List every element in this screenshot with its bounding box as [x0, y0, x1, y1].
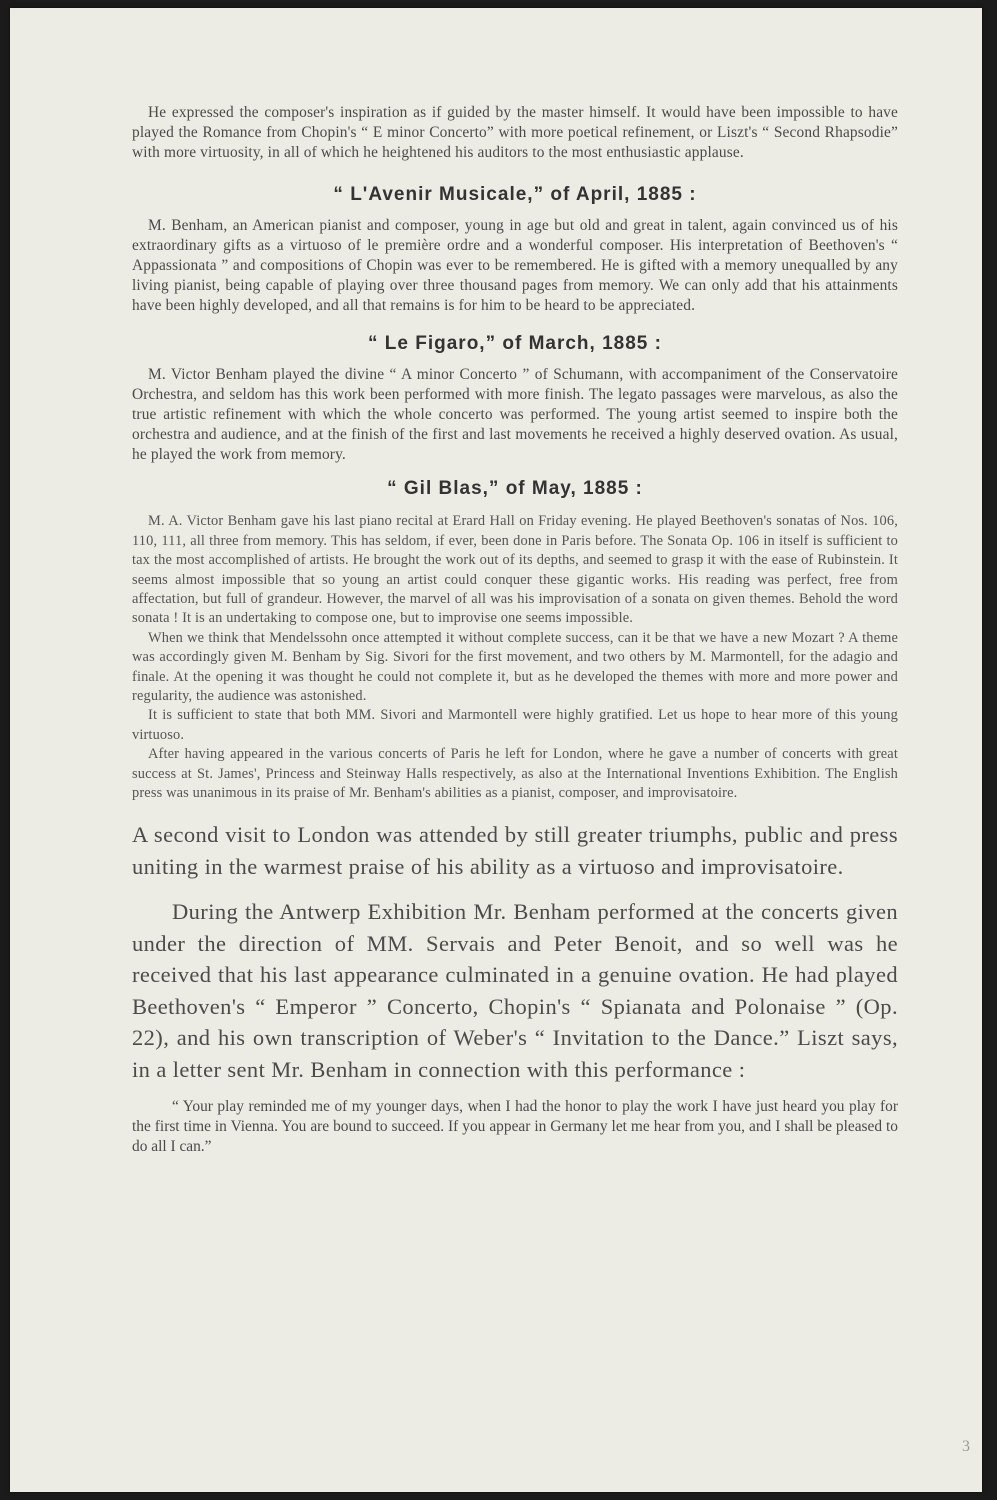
- gil-blas-paragraph-1: M. A. Victor Benham gave his last piano recital at Erard Hall on Friday evening. He played Beethoven's sonatas of Nos. 106, 110, 111, all three from memory. This has seldom, if ever, been done in Paris before. The Sonata Op. 106 in itself is sufficient to tax the most accomplished of artists. He brought the work out of its depths, and seemed to grasp it with the ease of Rubinstein. It seems almost impossible that so young an artist could conquer these gigantic works. His reading was perfect, free from affectation, but full of grandeur. However, the marvel of all was his improvisation of a sonata on given themes. Behold the word sonata ! It is an undertaking to compose one, but to improvise one seems impossible.: [132, 513, 898, 627]
- gil-blas-paragraph-2: When we think that Mendelssohn once attempted it without complete success, can it be that we have a new Mozart ? A theme was accordingly given M. Benham by Sig. Sivori for the first movement, and two others by M. Marmontell, for the adagio and finale. At the opening it was thought he could not complete it, but as he developed the themes with more and more power and regularity, the audience was astonished.: [132, 629, 898, 705]
- heading-le-figaro: “ Le Figaro,” of March, 1885 :: [368, 333, 662, 355]
- avenir-paragraph: M. Benham, an American pianist and composer, young in age but old and great in talent, again convinced us of his extraordinary gifts as a virtuoso of le première ordre and a wonderful composer. His interpretation of Beethoven's “ Appassionata ” and compositions of Chopin was ever to be remembered. He is gifted with a memory unequalled by any living pianist, being capable of playing over three thousand pages from memory. We can only add that his attainments have been highly developed, and all that remains is for him to be heard to be appreciated.: [132, 217, 898, 314]
- figaro-paragraph: M. Victor Benham played the divine “ A minor Concerto ” of Schumann, with accompaniment of the Conservatoire Orchestra, and seldom has this work been performed with more finish. The legato passages were marvelous, as also the true artistic refinement with which the whole concerto was performed. The young artist seemed to inspire both the orchestra and audience, and at the finish of the first and last movements he received a highly deserved ovation. As usual, he played the work from memory.: [132, 366, 898, 463]
- intro-paragraph: He expressed the composer's inspiration as if guided by the master himself. It would have been impossible to have played the Romance from Chopin's “ E minor Concerto” with more poetical refinement, or Liszt's “ Second Rhapsodie” with more virtuosity, in all of which he heightened his auditors to the most enthusiastic applause.: [132, 104, 898, 161]
- page-content: [132, 103, 898, 1157]
- document-page: [10, 8, 982, 1492]
- gil-blas-paragraph-3: It is sufficient to state that both MM. Sivori and Marmontell were highly gratified. Let us hope to hear more of this young virtuoso.: [132, 707, 898, 743]
- antwerp-exhibition-paragraph: During the Antwerp Exhibition Mr. Benham performed at the concerts given under the direction of MM. Servais and Peter Benoit, and so well was he received that his last appearance culminated in a genuine ovation. He had played Beethoven's “ Emperor ” Concerto, Chopin's “ Spianata and Polonaise ” (Op. 22), and his own transcription of Weber's “ Invitation to the Dance.” Liszt says, in a letter sent Mr. Benham in connection with this performance :: [132, 899, 898, 1082]
- heading-avenir-musicale: “ L'Avenir Musicale,” of April, 1885 :: [333, 184, 697, 206]
- heading-gil-blas: “ Gil Blas,” of May, 1885 :: [387, 478, 643, 500]
- liszt-quote: “ Your play reminded me of my younger days, when I had the honor to play the work I have just heard you play for the first time in Vienna. You are bound to succeed. If you appear in Germany let me hear from you, and I shall be pleased to do all I can.”: [132, 1098, 898, 1156]
- gil-blas-paragraph-4: After having appeared in the various concerts of Paris he left for London, where he gave a number of concerts with great success at St. James', Princess and Steinway Halls respectively, as also at the International Inventions Exhibition. The English press was unanimous in its praise of Mr. Benham's abilities as a pianist, composer, and improvisatoire.: [132, 746, 898, 802]
- london-visit-paragraph: A second visit to London was attended by still greater triumphs, public and press uniting in the warmest praise of his ability as a virtuoso and improvisatoire.: [132, 822, 898, 879]
- page-number: 3: [962, 1438, 970, 1455]
